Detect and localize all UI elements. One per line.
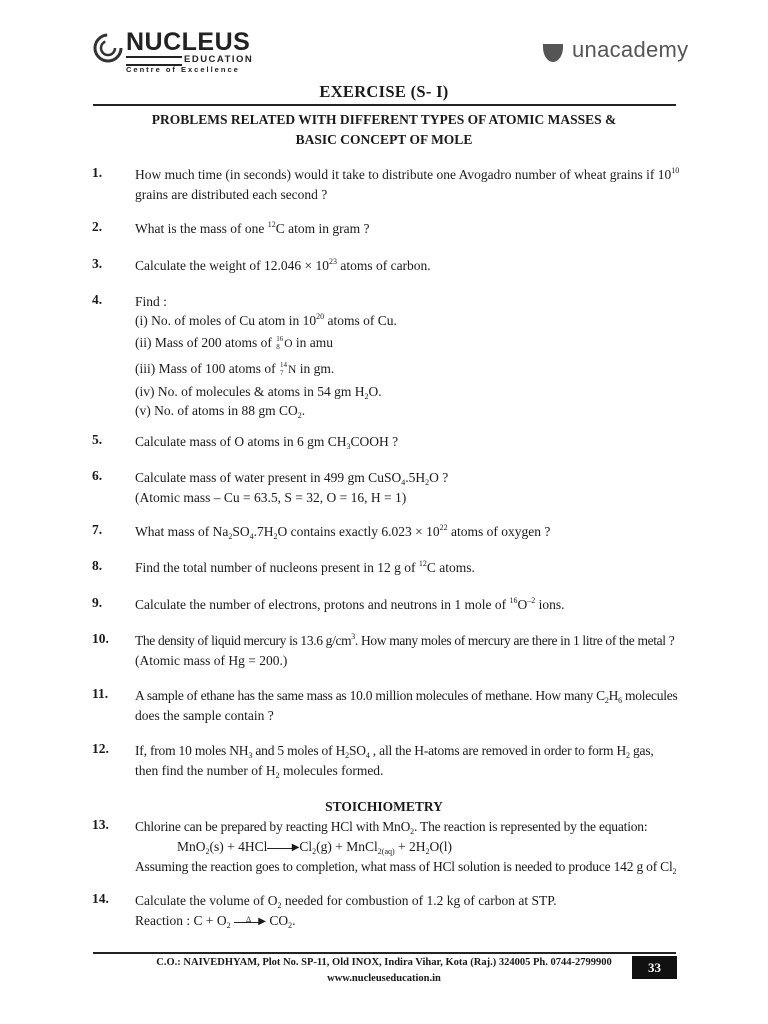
unacademy-icon (542, 43, 564, 63)
question-number: 1. (92, 165, 103, 180)
logo-name: NUCLEUS (126, 28, 251, 56)
section-heading-line2: BASIC CONCEPT OF MOLE (295, 132, 473, 147)
question-4: Find : (i) No. of moles of Cu atom in $10^{20}$ atoms of Cu. (ii) Mass of 200 atoms of 16 8 O in amu (iii) Mass of 100 atoms of 14 7 N in gm. (iv) No. of molecules & atoms in 54 gm $H_2O$. (v) No. of atoms in 88 gm $CO_2$. (135, 294, 397, 420)
question-9: Calculate the number of electrons, protons and neutrons in 1 mole of $^{16}O^{-2}$ ions. (135, 596, 565, 612)
footer-website: www.nucleuseducation.in (327, 973, 441, 984)
page-number: 33 (632, 956, 677, 979)
unacademy-logo (542, 37, 689, 69)
question-7: What mass of $Na_2SO_4.7H_2O$ contains exactly $6.023 \times 10^{22}$ atoms of oxygen ? (135, 523, 551, 541)
question-number: 5. (92, 432, 103, 447)
reaction-equation: MnO$_2$(s) + 4HCl ▶ $Cl_2(g)$ + MnCl$_{2(aq)}$ + $2H_2O(l)$ (177, 839, 453, 856)
question-number: 10. (92, 631, 109, 646)
nucleus-swirl-icon (92, 32, 124, 64)
unacademy-name: unacademy (572, 37, 689, 62)
question-1: How much time (in seconds) would it take to distribute one Avogadro number of wheat grains if $10^{10}$ grains are distributed each second ? (135, 166, 680, 202)
question-number: 4. (92, 292, 103, 307)
question-number: 13. (92, 817, 109, 832)
question-10: The density of liquid mercury is 13.6 $g/cm^3$. How many moles of mercury are there in 1 litre of the metal ? (Atomic mass of Hg = 200.) (135, 632, 675, 668)
section-heading-line1: PROBLEMS RELATED WITH DIFFERENT TYPES OF ATOMIC MASSES & (151, 112, 617, 127)
question-2: What is the mass of one $^{12}$C atom in gram ? (135, 220, 370, 236)
logo-tagline: Centre of Excellence (126, 65, 240, 74)
question-number: 3. (92, 256, 103, 271)
question-14: Calculate the volume of $O_2$ needed for combustion of 1.2 kg of carbon at STP. Reaction : $C + O_2$ Δ ▶ $CO_2$. (135, 893, 557, 930)
heat-arrow-icon: Δ ▶ (234, 916, 266, 928)
question-6: Calculate mass of water present in 499 gm $CuSO_4.5H_2O$ ? (Atomic mass – Cu = 63.5, S = 32, O = 16, H = 1) (135, 470, 449, 505)
logo-education: EDUCATION (184, 54, 254, 65)
question-number: 9. (92, 595, 103, 610)
footer-address: C.O.: NAIVEDHYAM, Plot No. SP-11, Old INOX, Indira Vihar, Kota (Raj.) 324005 Ph. 0744-2799900 (156, 957, 612, 968)
stoichiometry-heading: STOICHIOMETRY (325, 799, 443, 814)
exercise-title: EXERCISE (S- I) (319, 82, 449, 101)
question-number: 6. (92, 468, 103, 483)
question-5: Calculate mass of O atoms in 6 gm $CH_3COOH$ ? (135, 434, 399, 451)
question-number: 12. (92, 741, 109, 756)
footer-rule (93, 952, 676, 954)
question-3: Calculate the weight of $12.046 \times 10^{23}$ atoms of carbon. (135, 257, 431, 273)
question-number: 2. (92, 219, 103, 234)
question-number: 7. (92, 522, 103, 537)
header-rule (93, 104, 676, 106)
question-number: 11. (92, 686, 109, 701)
question-number: 14. (92, 891, 109, 906)
question-11: A sample of ethane has the same mass as 10.0 million molecules of methane. How many $C_2H_6$ molecules does the sample contain ? (135, 688, 678, 723)
question-number: 8. (92, 558, 103, 573)
reaction-arrow-icon: ▶ (267, 842, 299, 854)
question-8: Find the total number of nucleons present in 12 g of $^{12}$C atoms. (135, 559, 475, 575)
question-12: If, from 10 moles $NH_3$ and 5 moles of $H_2SO_4$ , all the H-atoms are removed in order to form $H_2$ gas, then find the number of $H_2$ molecules formed. (135, 743, 654, 780)
question-13: Chlorine can be prepared by reacting HCl with MnO$_2$. The reaction is represented by the equation: MnO$_2$(s) + 4HCl ▶ $Cl_2(g)$ + MnCl$_{2(aq)}$ + $2H_2O(l)$ Assuming the reaction goes to completion, what mass of HCl solution is needed to produce 142 g of $Cl_2$ (135, 817, 680, 877)
nucleus-logo (92, 28, 262, 74)
